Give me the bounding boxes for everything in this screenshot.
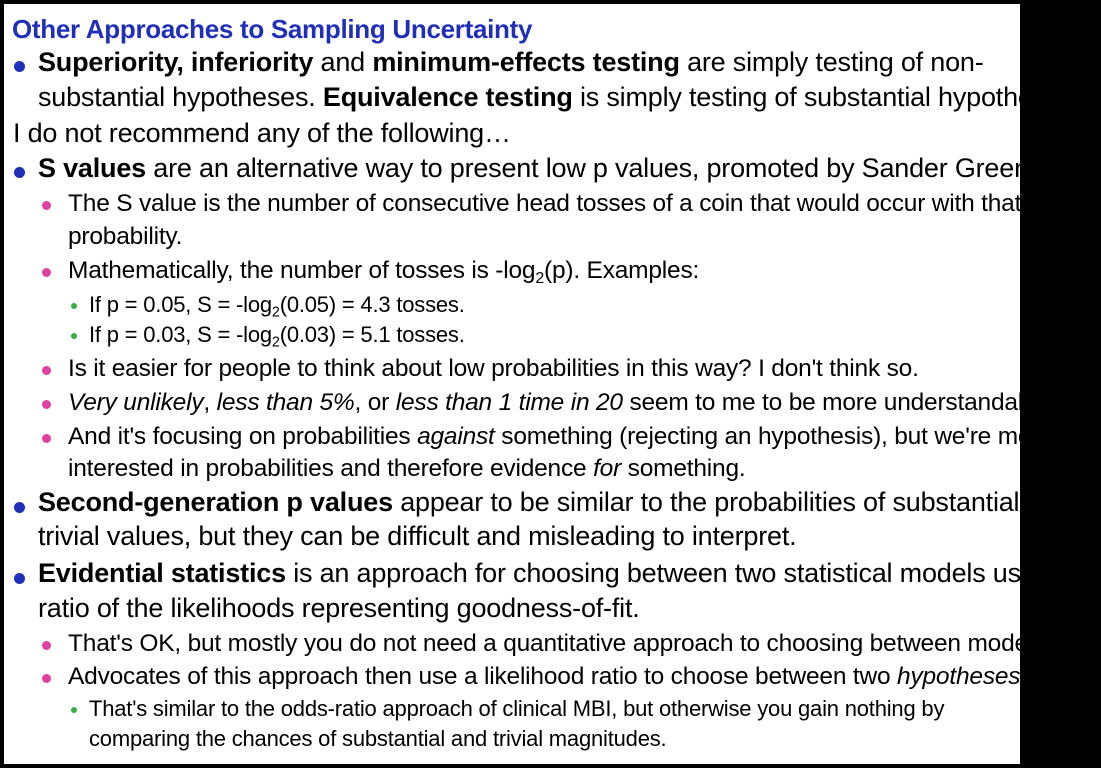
bullet-icon	[71, 303, 77, 309]
text-run: and	[313, 47, 373, 77]
bullet-icon	[71, 333, 77, 339]
text-line: ratio of the likelihoods representing goodness-of-fit.	[38, 593, 640, 623]
text-run: are an alternative way to present low p values, promoted by Sander Greenland.	[145, 153, 1087, 183]
bullet-icon	[42, 674, 51, 683]
text-line	[68, 663, 1027, 691]
text-line	[68, 257, 699, 285]
text-line: comparing the chances of substantial and trivial magnitudes.	[89, 726, 667, 751]
text-run: Advocates of this approach then use a likelihood ratio to choose between two	[68, 663, 898, 690]
text-run: something.	[621, 455, 746, 482]
subscript: 2	[271, 334, 280, 351]
text-run: is an approach for choosing between two statistical models using the	[285, 558, 1101, 588]
text-run: If p = 0.05, S = -log	[89, 292, 272, 317]
text-line	[89, 322, 465, 351]
recommendation-note: I do not recommend any of the following…	[13, 118, 511, 148]
text-line	[68, 455, 746, 483]
text-run: And it's focusing on probabilities	[68, 423, 418, 450]
text-run: (0.05) = 4.3 tosses.	[279, 292, 465, 317]
text-line	[68, 389, 1057, 417]
bullet-icon	[42, 268, 51, 277]
text-run: are simply testing of non-	[679, 47, 984, 77]
text-run: something (rejecting an hypothesis), but we're more	[494, 423, 1053, 450]
text-line: Is it easier for people to think about low probabilities in this way? I don't think so.	[68, 355, 919, 382]
text-line: trivial values, but they can be difficult and misleading to interpret.	[38, 521, 797, 551]
italic-run: for	[593, 455, 622, 482]
text-run: ,	[203, 389, 217, 416]
text-line	[38, 82, 1081, 113]
bullet-icon	[14, 167, 25, 178]
term-evidential-statistics: Evidential statistics	[38, 558, 286, 588]
italic-run: against	[417, 423, 495, 450]
italic-run: less than 5%	[216, 389, 355, 416]
bullet-icon	[42, 641, 51, 650]
text-line	[38, 153, 1086, 184]
bullet-icon	[42, 434, 51, 443]
bullet-icon	[14, 573, 25, 584]
italic-run: less than 1 time in 20	[395, 389, 623, 416]
text-run: (0.03) = 5.1 tosses.	[279, 322, 465, 347]
slide-title: Other Approaches to Sampling Uncertainty	[12, 14, 533, 44]
text-line: probability.	[68, 223, 183, 250]
text-run: (p). Examples:	[544, 257, 700, 284]
text-run: , or	[354, 389, 396, 416]
text-line	[38, 47, 984, 78]
bullet-icon	[42, 366, 51, 375]
term-minimum-effects: minimum-effects testing	[372, 47, 680, 77]
bullet-icon	[14, 61, 25, 72]
text-run: is simply testing of substantial hypotheses.	[572, 82, 1082, 112]
bullet-icon	[14, 502, 25, 513]
text-line: The S value is the number of consecutive head tosses of a coin that would occur with that low	[68, 190, 1064, 217]
text-run: If p = 0.03, S = -log	[89, 322, 272, 347]
text-line	[38, 487, 1071, 518]
bullet-icon	[42, 201, 51, 210]
term-equivalence-testing: Equivalence testing	[322, 82, 573, 112]
term-s-values: S values	[38, 153, 146, 183]
italic-run: hypotheses	[897, 663, 1021, 690]
text-line	[38, 558, 1101, 589]
bullet-icon	[42, 400, 51, 409]
term-superiority-inferiority: Superiority, inferiority	[38, 47, 314, 77]
term-second-generation: Second-generation p values	[38, 487, 393, 517]
italic-run: Very unlikely	[68, 389, 204, 416]
text-line: That's similar to the odds-ratio approach of clinical MBI, but otherwise you gain nothing by	[89, 696, 945, 721]
text-run: .	[1020, 663, 1027, 690]
text-run: interested in probabilities and therefore evidence	[68, 455, 594, 482]
text-line: That's OK, but mostly you do not need a quantitative approach to choosing between models.	[68, 630, 1052, 657]
subscript: 2	[535, 269, 544, 287]
text-run: Mathematically, the number of tosses is -log	[68, 257, 536, 284]
text-run: appear to be similar to the probabilities of substantial and	[392, 487, 1072, 517]
bullet-icon	[71, 707, 77, 713]
subscript: 2	[271, 304, 280, 321]
text-run: substantial hypotheses.	[38, 82, 323, 112]
text-line	[89, 292, 465, 321]
text-run: seem to me to be more understandable.	[622, 389, 1057, 416]
text-line	[68, 423, 1053, 451]
slide	[4, 4, 1101, 764]
